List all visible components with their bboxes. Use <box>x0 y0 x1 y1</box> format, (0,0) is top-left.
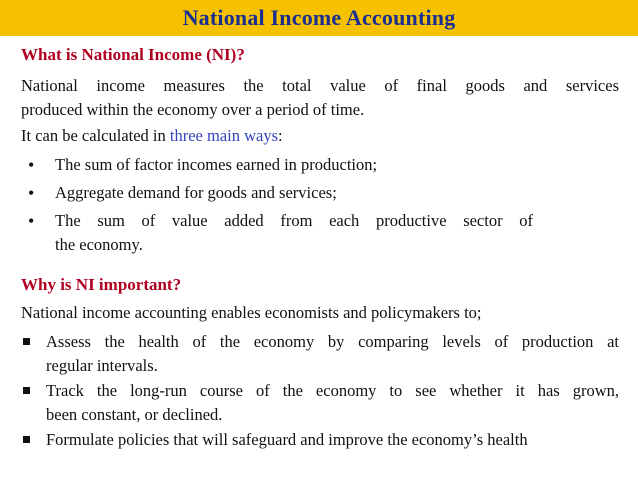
bullet-text: Track the long-run course of the economy to see whether it has grown, <box>46 381 619 400</box>
section-heading-what-is-ni: What is National Income (NI)? <box>21 45 245 64</box>
calc-accent: three main ways <box>169 126 279 145</box>
bullet-text: The sum of factor incomes earned in production; <box>55 155 378 174</box>
calc-prefix: It can be calculated in <box>21 126 170 145</box>
bullet-dot-icon: • <box>28 211 35 231</box>
definition-line-2: produced within the economy over a period of time. <box>21 100 365 119</box>
bullet-text: The sum of value added from each productive sector of <box>55 211 533 230</box>
square-bullet-icon <box>23 436 30 443</box>
square-bullet-icon <box>23 338 30 345</box>
section-heading-why-important: Why is NI important? <box>21 275 182 294</box>
bullet-text: Assess the health of the economy by comparing levels of production at <box>46 332 619 351</box>
title-bar <box>0 0 638 36</box>
importance-intro: National income accounting enables economists and policymakers to; <box>21 303 482 322</box>
definition-paragraph <box>21 74 619 122</box>
bullet-text: Formulate policies that will safeguard and improve the economy’s health <box>46 430 528 449</box>
bullet-dot-icon: • <box>28 183 35 203</box>
bullet-text-continued: been constant, or declined. <box>46 405 223 424</box>
bullet-text-continued: regular intervals. <box>46 356 158 375</box>
bullet-dot-icon: • <box>28 155 35 175</box>
bullet-text-continued: the economy. <box>55 235 143 254</box>
square-bullet-icon <box>23 387 30 394</box>
bullet-text: Aggregate demand for goods and services; <box>55 183 337 202</box>
slide-title: National Income Accounting <box>182 5 456 30</box>
calculation-intro <box>21 124 619 148</box>
definition-line-1: National income measures the total value of final goods and services <box>21 76 619 95</box>
calc-suffix: : <box>278 126 283 145</box>
